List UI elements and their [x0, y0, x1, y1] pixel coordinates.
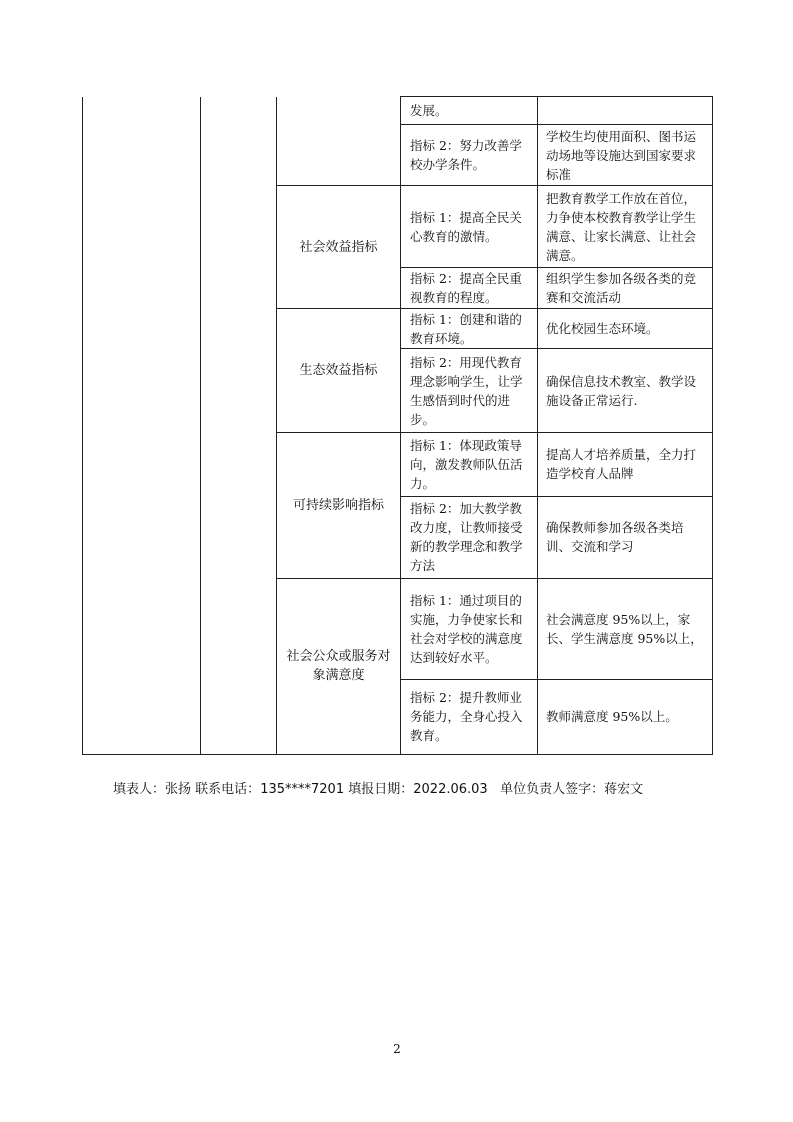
target-value-cell: 把教育教学工作放在首位，力争使本校教育教学让学生满意、让家长满意、让社会满意。 — [538, 186, 713, 268]
table-row — [83, 97, 713, 125]
signer-label: 单位负责人签字： — [500, 782, 605, 797]
category-cell — [277, 97, 401, 186]
target-value-cell: 提高人才培养质量，全力打造学校育人品牌 — [538, 433, 713, 496]
category-cell: 可持续影响指标 — [277, 433, 401, 578]
category-cell: 社会公众或服务对象满意度 — [277, 578, 401, 754]
indicator-cell: 指标 1：提高全民关心教育的激情。 — [401, 186, 538, 268]
level1-indicator-cell — [83, 97, 201, 755]
target-value-cell: 教师满意度 95%以上。 — [538, 679, 713, 754]
indicator-cell: 指标 1：通过项目的实施，力争使家长和社会对学校的满意度达到较好水平。 — [401, 578, 538, 679]
indicator-cell: 指标 2：用现代教育理念影响学生，让学生感悟到时代的进步。 — [401, 349, 538, 433]
target-value-cell — [538, 97, 713, 125]
phone-label: 联系电话： — [195, 782, 261, 797]
signer-name: 蒋宏文 — [604, 782, 644, 797]
page-number: 2 — [393, 1042, 401, 1056]
indicator-table — [82, 96, 713, 755]
category-cell: 社会效益指标 — [277, 186, 401, 309]
indicator-cell: 指标 2：努力改善学校办学条件。 — [401, 125, 538, 186]
indicator-cell: 指标 2：加大教学教改力度，让教师接受新的教学理念和教学方法 — [401, 496, 538, 578]
filler-name: 张扬 — [165, 782, 192, 797]
target-value-cell: 学校生均使用面积、图书运动场地等设施达到国家要求标准 — [538, 125, 713, 186]
target-value-cell: 组织学生参加各级各类的竞赛和交流活动 — [538, 268, 713, 309]
indicator-cell: 指标 1：创建和谐的教育环境。 — [401, 309, 538, 349]
target-value-cell: 社会满意度 95%以上，家长、学生满意度 95%以上， — [538, 578, 713, 679]
indicator-cell: 发展。 — [401, 97, 538, 125]
indicator-cell: 指标 1：体现政策导向，激发教师队伍活力。 — [401, 433, 538, 496]
level2-indicator-cell — [201, 97, 277, 755]
indicator-cell: 指标 2：提高全民重视教育的程度。 — [401, 268, 538, 309]
filler-label: 填表人： — [113, 782, 166, 797]
target-value-cell: 优化校园生态环境。 — [538, 309, 713, 349]
form-footer — [113, 778, 643, 797]
phone-number: 135****7201 — [260, 782, 345, 797]
target-value-cell: 确保信息技术教室、教学设施设备正常运行. — [538, 349, 713, 433]
indicator-cell: 指标 2：提升教师业务能力，全身心投入教育。 — [401, 679, 538, 754]
target-value-cell: 确保教师参加各级各类培训、交流和学习 — [538, 496, 713, 578]
category-cell: 生态效益指标 — [277, 309, 401, 433]
fill-date: 2022.06.03 — [413, 782, 488, 797]
date-label: 填报日期： — [348, 782, 414, 797]
